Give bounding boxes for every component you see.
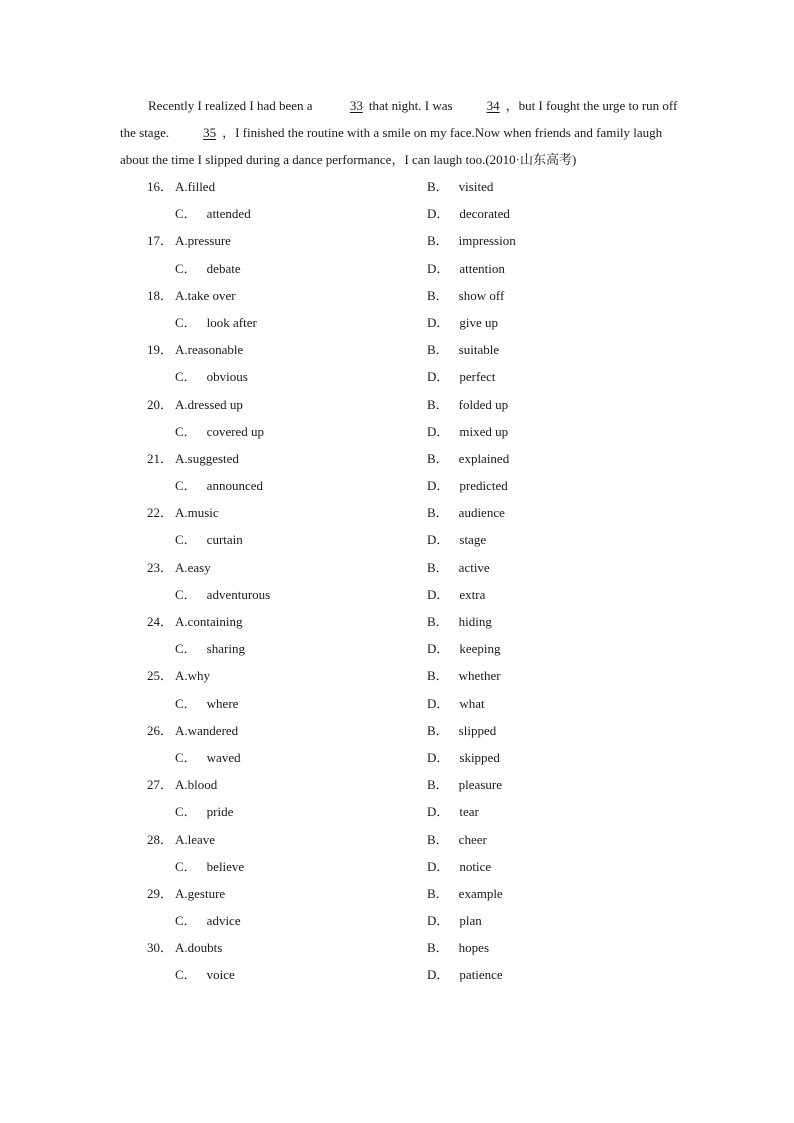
question-number: 21． [147, 450, 174, 466]
option-c-letter: C． [175, 478, 197, 494]
option-d-letter: D． [427, 749, 450, 765]
option-c-text: believe [206, 858, 245, 874]
question-row [0, 228, 794, 255]
option-c [175, 370, 248, 384]
option-d [427, 479, 508, 493]
option-c-letter: C． [175, 586, 197, 602]
question-row [0, 772, 794, 799]
option-b [427, 615, 492, 629]
option-c-text: where [206, 695, 239, 711]
option-a: A.suggested [175, 450, 239, 466]
question-number: 26． [147, 722, 174, 738]
option-d-letter: D． [427, 369, 450, 385]
question-row [0, 174, 794, 201]
option-b-letter: B． [427, 668, 449, 684]
option-a: A.gesture [175, 885, 226, 901]
question-row [0, 935, 794, 962]
option-b-letter: B． [427, 777, 449, 793]
option-b [427, 180, 493, 194]
option-d [427, 860, 491, 874]
option-c-letter: C． [175, 314, 197, 330]
question-row [0, 283, 794, 310]
option-c [175, 479, 263, 493]
question-row [0, 446, 794, 473]
option-d-text: extra [459, 586, 486, 602]
option-b-letter: B． [427, 396, 449, 412]
question-number: 29． [147, 885, 174, 901]
question-number: 24． [147, 614, 174, 629]
option-c-text: covered up [206, 423, 265, 439]
option-a: A.doubts [175, 940, 223, 956]
option-a: A.wandered [175, 722, 239, 738]
option-c-text: voice [206, 967, 235, 983]
option-b-letter: B． [427, 505, 449, 521]
option-b-text: show off [458, 287, 505, 303]
option-b-letter: B． [427, 450, 449, 466]
question-row [0, 718, 794, 745]
question-number: 28． [147, 831, 174, 847]
option-b [427, 778, 502, 792]
blank-35: 35 [203, 125, 217, 140]
option-d [427, 262, 505, 276]
question-row-continued [0, 582, 794, 609]
question-row [0, 881, 794, 908]
option-c-text: look after [206, 314, 257, 330]
option-b [427, 452, 509, 466]
option-d-text: stage [459, 532, 487, 548]
passage-text-3: ，but I fought the urge to run off the stage. [120, 98, 678, 140]
option-d-text: keeping [459, 641, 501, 657]
option-c-letter: C． [175, 858, 197, 874]
option-a: A.containing [175, 614, 243, 629]
option-a: A.dressed up [175, 396, 243, 412]
option-c-letter: C． [175, 749, 197, 765]
option-d [427, 207, 510, 221]
option-c [175, 914, 241, 928]
option-c-letter: C． [175, 369, 197, 385]
option-b [427, 234, 516, 248]
question-row [0, 337, 794, 364]
option-c [175, 697, 238, 711]
option-d-text: what [459, 695, 485, 711]
question-row-continued [0, 310, 794, 337]
option-c [175, 533, 243, 547]
option-c-letter: C． [175, 206, 197, 222]
option-d-letter: D． [427, 967, 450, 983]
option-b-text: pleasure [458, 777, 502, 793]
question-row-continued [0, 799, 794, 826]
option-d-letter: D． [427, 858, 450, 874]
question-number: 23． [147, 559, 174, 575]
option-d-text: mixed up [459, 423, 509, 439]
question-number: 19． [147, 342, 174, 358]
blank-34: 34 [486, 98, 500, 113]
question-number: 25． [147, 668, 174, 684]
option-b-text: cheer [458, 831, 487, 847]
option-d-text: tear [459, 804, 479, 820]
option-d-text: give up [459, 314, 499, 330]
option-c-letter: C． [175, 423, 197, 439]
option-b [427, 343, 499, 357]
option-d [427, 751, 500, 765]
option-d [427, 588, 485, 602]
option-c [175, 805, 233, 819]
option-b-text: hiding [458, 614, 492, 629]
option-b-letter: B． [427, 885, 449, 901]
blank-33: 33 [349, 98, 363, 113]
option-b-text: hopes [458, 940, 490, 956]
option-b-letter: B． [427, 179, 449, 194]
option-d [427, 425, 508, 439]
option-a: A.leave [175, 831, 216, 847]
option-d-letter: D． [427, 804, 450, 820]
question-row [0, 663, 794, 690]
question-row-continued [0, 201, 794, 228]
option-b-letter: B． [427, 342, 449, 358]
option-d-text: patience [459, 967, 503, 983]
question-row-continued [0, 256, 794, 283]
option-d [427, 968, 503, 982]
option-b [427, 506, 505, 520]
option-a: A.reasonable [175, 342, 244, 358]
passage-paragraph [120, 92, 680, 173]
option-b-text: explained [458, 450, 510, 466]
option-b-letter: B． [427, 831, 449, 847]
option-b [427, 669, 501, 683]
option-d [427, 805, 479, 819]
option-b-text: audience [458, 505, 505, 521]
option-b-letter: B． [427, 233, 449, 249]
option-c-text: sharing [206, 641, 245, 657]
question-row-continued [0, 962, 794, 989]
option-b-letter: B． [427, 940, 449, 956]
option-b-letter: B． [427, 722, 449, 738]
passage-text-1: Recently I realized I had been a [148, 98, 316, 113]
question-row-continued [0, 691, 794, 718]
option-c [175, 262, 241, 276]
option-d-text: decorated [459, 206, 510, 222]
option-c-text: pride [206, 804, 234, 820]
question-number: 16． [147, 179, 174, 194]
question-row [0, 827, 794, 854]
question-number: 17． [147, 233, 174, 249]
option-c-letter: C． [175, 804, 197, 820]
option-b-letter: B． [427, 614, 449, 629]
passage-text-4: ，I finished the routine with a smile on my face.Now when friends and family laugh about the time I slipped during a dance performance，I can laugh too.(2010·山东高考) [120, 125, 663, 167]
option-d-text: skipped [459, 749, 500, 765]
question-row-continued [0, 419, 794, 446]
question-list [0, 174, 794, 990]
option-b [427, 398, 508, 412]
option-b [427, 833, 487, 847]
option-c [175, 316, 257, 330]
option-d-letter: D． [427, 478, 450, 494]
option-d [427, 642, 501, 656]
option-d [427, 914, 482, 928]
option-d-letter: D． [427, 260, 450, 276]
option-d-letter: D． [427, 532, 450, 548]
question-row-continued [0, 908, 794, 935]
option-a: A.pressure [175, 233, 231, 249]
option-c [175, 860, 244, 874]
option-d-letter: D． [427, 423, 450, 439]
option-c-letter: C． [175, 260, 197, 276]
option-b-text: example [458, 885, 503, 901]
option-d-letter: D． [427, 913, 450, 929]
option-d [427, 316, 498, 330]
question-number: 22． [147, 505, 174, 521]
option-c-letter: C． [175, 967, 197, 983]
option-d [427, 533, 486, 547]
question-row-continued [0, 854, 794, 881]
option-c-text: adventurous [206, 586, 271, 602]
option-d-text: attention [459, 260, 505, 276]
option-c-text: attended [206, 206, 251, 222]
option-c [175, 207, 251, 221]
question-row-continued [0, 364, 794, 391]
option-c-text: advice [206, 913, 241, 929]
option-c [175, 968, 235, 982]
option-a: A.blood [175, 777, 218, 793]
option-b [427, 724, 496, 738]
option-a: A.why [175, 668, 211, 684]
option-b [427, 887, 503, 901]
question-row-continued [0, 527, 794, 554]
question-number: 18． [147, 287, 174, 303]
option-d [427, 697, 485, 711]
option-d-letter: D． [427, 586, 450, 602]
option-d-text: notice [459, 858, 492, 874]
option-d-text: predicted [459, 478, 508, 494]
option-c-text: waved [206, 749, 241, 765]
option-b-text: active [458, 559, 490, 575]
option-d-letter: D． [427, 206, 450, 222]
option-c-text: curtain [206, 532, 243, 548]
option-a: A.filled [175, 179, 216, 194]
option-b [427, 941, 489, 955]
question-number: 20． [147, 396, 174, 412]
option-b-text: slipped [458, 722, 497, 738]
option-c-text: announced [206, 478, 263, 494]
option-d-letter: D． [427, 641, 450, 657]
option-b-text: whether [458, 668, 501, 684]
option-c-letter: C． [175, 641, 197, 657]
option-c [175, 751, 241, 765]
option-d-text: perfect [459, 369, 496, 385]
question-row [0, 555, 794, 582]
passage-text-2: that night. I was [368, 98, 453, 113]
question-row-continued [0, 745, 794, 772]
option-d-letter: D． [427, 314, 450, 330]
option-d-letter: D． [427, 695, 450, 711]
option-c [175, 588, 270, 602]
option-c-letter: C． [175, 532, 197, 548]
option-a: A.music [175, 505, 219, 521]
option-c [175, 425, 264, 439]
question-row-continued [0, 473, 794, 500]
option-c-text: obvious [206, 369, 248, 385]
option-b [427, 561, 490, 575]
option-a: A.take over [175, 287, 236, 303]
option-c-text: debate [206, 260, 241, 276]
question-row [0, 392, 794, 419]
option-b-letter: B． [427, 559, 449, 575]
question-row-continued [0, 636, 794, 663]
option-b-text: folded up [458, 396, 509, 412]
option-b-text: impression [458, 233, 516, 249]
option-c-letter: C． [175, 913, 197, 929]
question-row [0, 500, 794, 527]
option-a: A.easy [175, 559, 211, 575]
option-b-text: suitable [458, 342, 500, 358]
question-number: 30． [147, 940, 174, 956]
question-number: 27． [147, 777, 174, 793]
question-row [0, 609, 794, 636]
option-b [427, 289, 504, 303]
option-d-text: plan [459, 913, 482, 929]
option-c-letter: C． [175, 695, 197, 711]
option-b-letter: B． [427, 287, 449, 303]
option-c [175, 642, 245, 656]
option-b-text: visited [458, 179, 494, 194]
option-d [427, 370, 495, 384]
